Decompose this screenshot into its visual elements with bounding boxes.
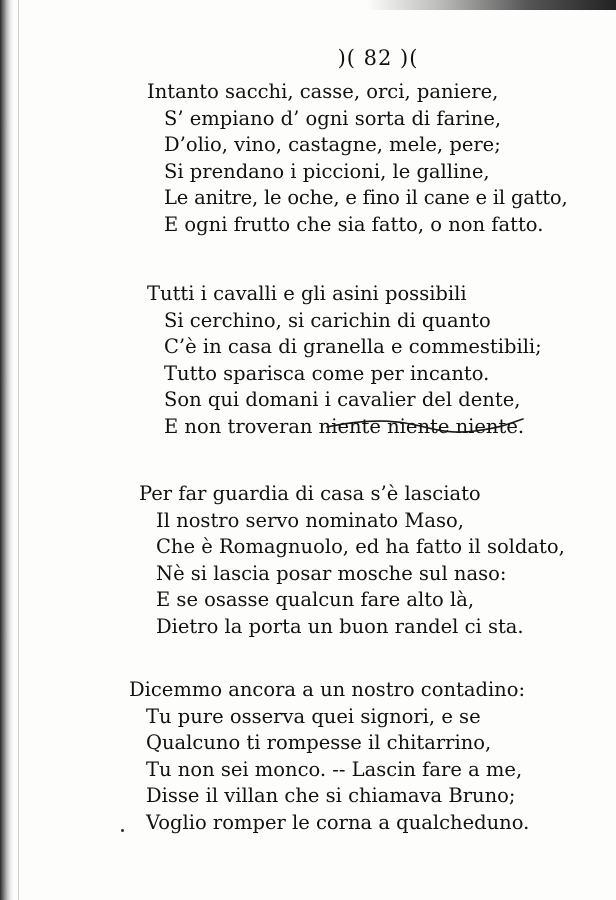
verse-line: D’olio, vino, castagne, mele, pere; bbox=[164, 133, 501, 157]
verse-line: S’ empiano d’ ogni sorta di farine, bbox=[164, 106, 502, 130]
verse-line: Che è Romagnuolo, ed ha fatto il soldato, bbox=[156, 535, 565, 559]
verse-line: Si cerchino, si carichin di quanto bbox=[164, 308, 491, 332]
verse-line: Intanto sacchi, casse, orci, paniere, bbox=[147, 80, 499, 103]
stanza-4 bbox=[129, 677, 529, 837]
verse-line: E non troveran niente niente niente. bbox=[164, 414, 525, 438]
verse-line: Si prendano i piccioni, le galline, bbox=[164, 159, 490, 183]
verse-line: Voglio romper le corna a qualcheduno. bbox=[146, 810, 530, 834]
verse-line: Son qui domani i cavalier del dente, bbox=[164, 388, 521, 412]
page-number: )( 82 )( bbox=[337, 46, 419, 70]
verse-line: Dicemmo ancora a un nostro contadino: bbox=[129, 678, 526, 701]
verse-line: Qualcuno ti rompesse il chitarrino, bbox=[146, 731, 492, 755]
verse-line: E ogni frutto che sia fatto, o non fatto. bbox=[164, 212, 544, 236]
stanza-2 bbox=[147, 281, 542, 441]
verse-line: Tu pure osserva quei signori, e se bbox=[146, 704, 481, 728]
verse-line: Per far guardia di casa s’è lasciato bbox=[139, 482, 481, 505]
verse-line: Nè si lascia posar mosche sul naso: bbox=[156, 561, 507, 585]
scan-smudge bbox=[366, 0, 616, 10]
binding-shadow-line bbox=[18, 0, 19, 900]
verse-line: Tutti i cavalli e gli asini possibili bbox=[147, 282, 467, 305]
verse-line: Tu non sei monco. -- Lascin fare a me, bbox=[146, 757, 523, 781]
verse-line: Disse il villan che si chiamava Bruno; bbox=[146, 784, 516, 808]
verse-line: Tutto sparisca come per incanto. bbox=[164, 361, 490, 385]
verse-line: E se osasse qualcun fare alto là, bbox=[156, 588, 475, 612]
verse-line: Le anitre, le oche, e fino il cane e il gatto, bbox=[164, 186, 568, 210]
ink-speck bbox=[121, 829, 124, 832]
stanza-3 bbox=[139, 481, 565, 641]
verse-line: Dietro la porta un buon randel ci sta. bbox=[156, 614, 524, 638]
binding-edge bbox=[0, 0, 14, 900]
verse-line: C’è in casa di granella e commestibili; bbox=[164, 335, 542, 359]
stanza-1 bbox=[147, 79, 567, 239]
verse-line: Il nostro servo nominato Maso, bbox=[156, 508, 464, 532]
